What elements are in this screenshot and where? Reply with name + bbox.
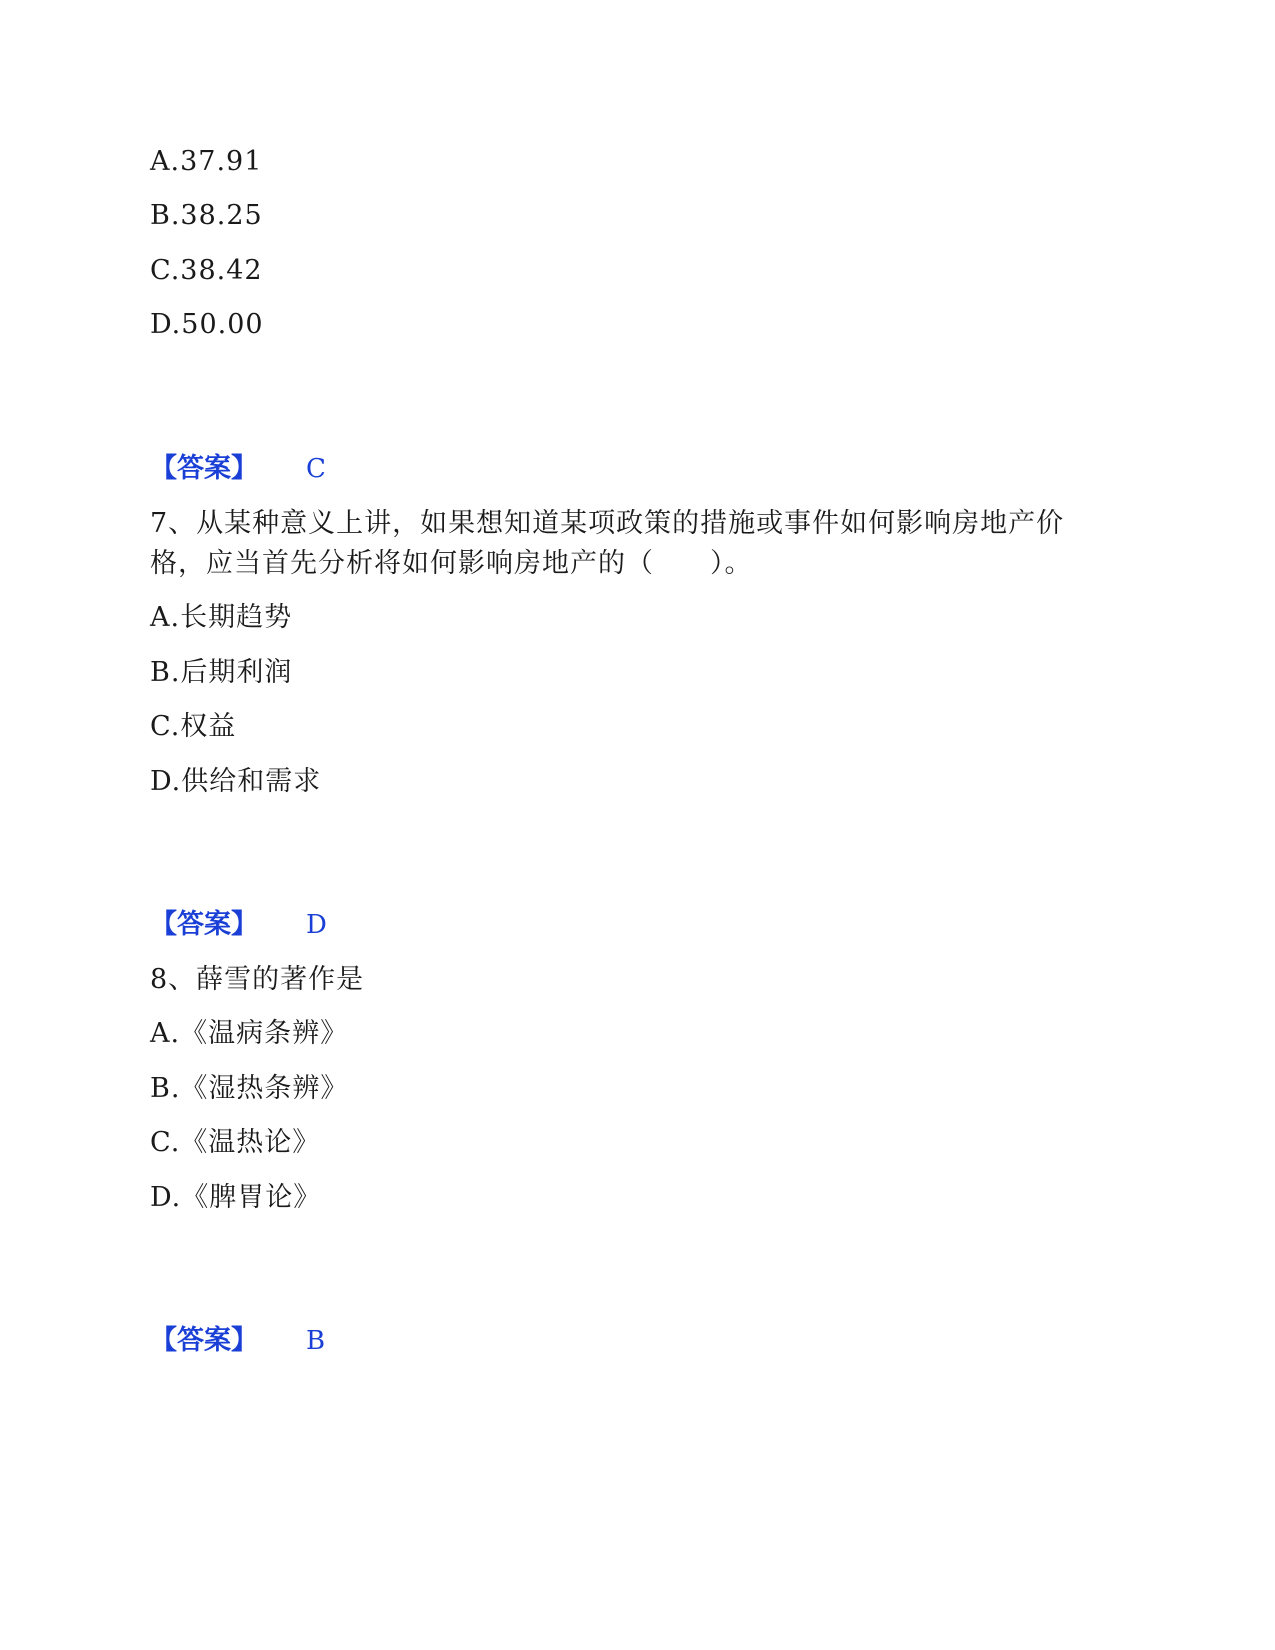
q8-answer-label: 【答案】 bbox=[150, 1325, 258, 1356]
q6-answer-value: C bbox=[306, 454, 326, 484]
q8-answer-value: B bbox=[306, 1326, 326, 1356]
q7-option-d: D.供给和需求 bbox=[150, 766, 322, 797]
q8-option-a: A.《温病条辨》 bbox=[150, 1018, 349, 1049]
q7-answer bbox=[150, 907, 327, 943]
q8-option-b: B.《湿热条辨》 bbox=[150, 1073, 349, 1104]
q7-stem-line1: 7、从某种意义上讲，如果想知道某项政策的措施或事件如何影响房地产价 bbox=[150, 508, 1065, 539]
q6-option-c: C.38.42 bbox=[150, 255, 263, 286]
q7-option-c: C.权益 bbox=[150, 711, 237, 742]
q8-option-d: D.《脾胃论》 bbox=[150, 1182, 322, 1213]
q6-answer-label: 【答案】 bbox=[150, 453, 258, 484]
q8-option-c: C.《温热论》 bbox=[150, 1127, 321, 1158]
q6-answer bbox=[150, 451, 326, 487]
q7-answer-label: 【答案】 bbox=[150, 909, 258, 940]
q6-option-a: A.37.91 bbox=[150, 146, 263, 177]
q6-option-b: B.38.25 bbox=[150, 200, 263, 231]
q8-answer bbox=[150, 1323, 325, 1359]
q7-option-a: A.长期趋势 bbox=[150, 602, 293, 633]
q7-option-b: B.后期利润 bbox=[150, 657, 293, 688]
q7-answer-value: D bbox=[306, 910, 327, 940]
q8-stem: 8、薛雪的著作是 bbox=[150, 964, 365, 995]
q7-stem-line2: 格，应当首先分析将如何影响房地产的（ ）。 bbox=[150, 548, 753, 579]
q6-option-d: D.50.00 bbox=[150, 309, 264, 340]
